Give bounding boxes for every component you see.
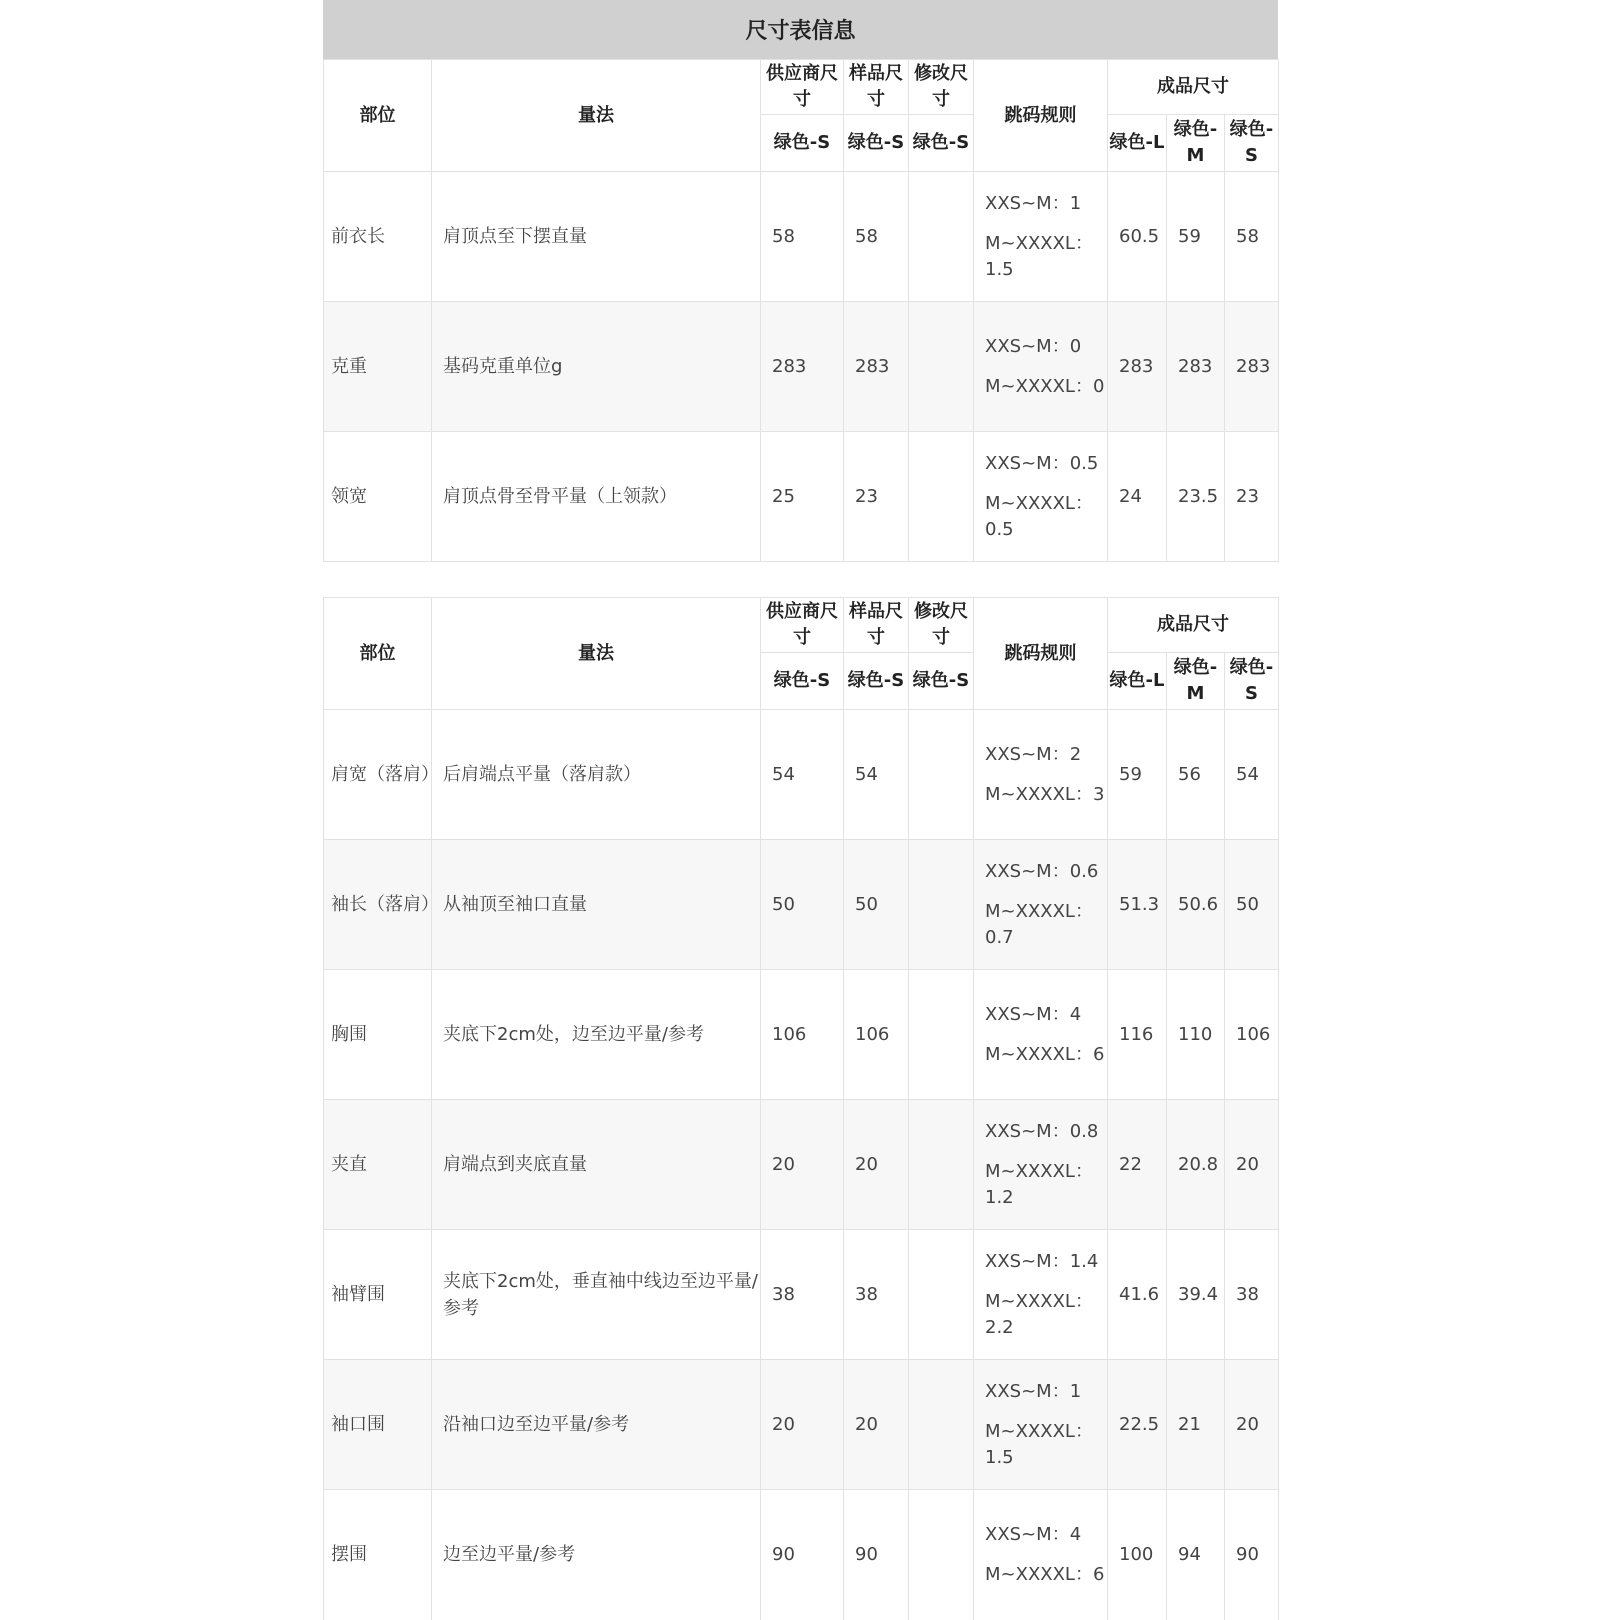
jump-rule-large: M~XXXXL：0 [985, 375, 1105, 397]
cell-jump-rule [974, 432, 1108, 562]
cell-size-l: 24 [1108, 432, 1167, 562]
cell-size-m: 94 [1167, 1490, 1225, 1620]
cell-part: 胸围 [324, 970, 432, 1100]
cell-supplier-size: 54 [761, 710, 844, 840]
cell-method: 边至边平量/参考 [432, 1490, 761, 1620]
cell-part: 肩宽（落肩） [324, 710, 432, 840]
cell-size-l: 60.5 [1108, 172, 1167, 302]
table-row [324, 840, 1279, 970]
cell-size-m: 50.6 [1167, 840, 1225, 970]
cell-size-s: 50 [1225, 840, 1279, 970]
jump-rule-large: M~XXXXL：3 [985, 783, 1105, 805]
cell-size-l: 51.3 [1108, 840, 1167, 970]
cell-supplier-size: 20 [761, 1360, 844, 1490]
jump-rule-small: XXS~M：1 [985, 1380, 1082, 1402]
cell-jump-rule [974, 1490, 1108, 1620]
table-1-header [324, 60, 1279, 172]
header-finished-size: 成品尺寸 [1108, 598, 1279, 653]
cell-part: 夹直 [324, 1100, 432, 1230]
subheader-size-s: 绿色-S [1225, 115, 1279, 172]
cell-size-s: 58 [1225, 172, 1279, 302]
cell-part: 袖臂围 [324, 1230, 432, 1360]
cell-supplier-size: 58 [761, 172, 844, 302]
jump-rule-small: XXS~M：4 [985, 1003, 1082, 1025]
header-method: 量法 [432, 60, 761, 172]
subheader-sample: 绿色-S [844, 115, 909, 172]
cell-size-s: 20 [1225, 1360, 1279, 1490]
table-row [324, 1230, 1279, 1360]
cell-size-s: 106 [1225, 970, 1279, 1100]
cell-size-l: 100 [1108, 1490, 1167, 1620]
cell-jump-rule [974, 302, 1108, 432]
header-part: 部位 [324, 598, 432, 710]
jump-rule-small: XXS~M：0.5 [985, 452, 1099, 474]
cell-jump-rule [974, 1360, 1108, 1490]
cell-jump-rule [974, 1230, 1108, 1360]
cell-modified-size [909, 1490, 974, 1620]
cell-method: 肩顶点至下摆直量 [432, 172, 761, 302]
jump-rule-small: XXS~M：1.4 [985, 1250, 1099, 1272]
table-row [324, 302, 1279, 432]
cell-supplier-size: 90 [761, 1490, 844, 1620]
subheader-size-s: 绿色-S [1225, 653, 1279, 710]
cell-size-l: 116 [1108, 970, 1167, 1100]
header-method: 量法 [432, 598, 761, 710]
cell-method: 肩顶点骨至骨平量（上领款） [432, 432, 761, 562]
subheader-sample: 绿色-S [844, 653, 909, 710]
cell-sample-size: 90 [844, 1490, 909, 1620]
cell-part: 克重 [324, 302, 432, 432]
cell-supplier-size: 38 [761, 1230, 844, 1360]
cell-sample-size: 23 [844, 432, 909, 562]
cell-size-m: 283 [1167, 302, 1225, 432]
cell-modified-size [909, 172, 974, 302]
cell-size-m: 56 [1167, 710, 1225, 840]
cell-method: 从袖顶至袖口直量 [432, 840, 761, 970]
cell-size-s: 38 [1225, 1230, 1279, 1360]
cell-sample-size: 38 [844, 1230, 909, 1360]
jump-rule-small: XXS~M：1 [985, 192, 1082, 214]
jump-rule-small: XXS~M：0.6 [985, 860, 1099, 882]
header-jump-rule: 跳码规则 [974, 60, 1108, 172]
jump-rule-large: M~XXXXL：1.2 [985, 1160, 1093, 1208]
cell-supplier-size: 20 [761, 1100, 844, 1230]
subheader-supplier: 绿色-S [761, 115, 844, 172]
cell-size-l: 22.5 [1108, 1360, 1167, 1490]
subheader-modified: 绿色-S [909, 115, 974, 172]
cell-jump-rule [974, 840, 1108, 970]
cell-size-m: 59 [1167, 172, 1225, 302]
table-row [324, 172, 1279, 302]
subheader-size-l: 绿色-L [1108, 115, 1167, 172]
cell-size-m: 21 [1167, 1360, 1225, 1490]
cell-modified-size [909, 1230, 974, 1360]
cell-jump-rule [974, 710, 1108, 840]
cell-sample-size: 283 [844, 302, 909, 432]
cell-sample-size: 58 [844, 172, 909, 302]
cell-sample-size: 50 [844, 840, 909, 970]
cell-size-m: 39.4 [1167, 1230, 1225, 1360]
header-part: 部位 [324, 60, 432, 172]
jump-rule-large: M~XXXXL：1.5 [985, 232, 1093, 280]
cell-size-l: 59 [1108, 710, 1167, 840]
subheader-size-m: 绿色-M [1167, 115, 1225, 172]
jump-rule-small: XXS~M：0.8 [985, 1120, 1099, 1142]
cell-method: 肩端点到夹底直量 [432, 1100, 761, 1230]
jump-rule-large: M~XXXXL：2.2 [985, 1290, 1093, 1338]
jump-rule-small: XXS~M：4 [985, 1523, 1082, 1545]
subheader-size-m: 绿色-M [1167, 653, 1225, 710]
size-chart [323, 0, 1278, 1620]
cell-jump-rule [974, 172, 1108, 302]
table-row [324, 970, 1279, 1100]
cell-method: 夹底下2cm处，垂直袖中线边至边平量/参考 [432, 1230, 761, 1360]
header-supplier-size: 供应商尺寸 [761, 598, 844, 653]
jump-rule-large: M~XXXXL：1.5 [985, 1420, 1093, 1468]
jump-rule-small: XXS~M：0 [985, 335, 1082, 357]
table-row [324, 1490, 1279, 1620]
cell-modified-size [909, 302, 974, 432]
table-row [324, 1360, 1279, 1490]
cell-modified-size [909, 1360, 974, 1490]
header-modified-size: 修改尺寸 [909, 60, 974, 115]
cell-sample-size: 106 [844, 970, 909, 1100]
jump-rule-large: M~XXXXL：6 [985, 1043, 1105, 1065]
cell-size-m: 23.5 [1167, 432, 1225, 562]
size-table-1 [323, 59, 1279, 562]
cell-part: 袖口围 [324, 1360, 432, 1490]
cell-method: 沿袖口边至边平量/参考 [432, 1360, 761, 1490]
cell-part: 领宽 [324, 432, 432, 562]
cell-jump-rule [974, 1100, 1108, 1230]
cell-modified-size [909, 1100, 974, 1230]
header-sample-size: 样品尺寸 [844, 60, 909, 115]
cell-size-l: 41.6 [1108, 1230, 1167, 1360]
cell-size-m: 20.8 [1167, 1100, 1225, 1230]
cell-size-l: 22 [1108, 1100, 1167, 1230]
cell-part: 袖长（落肩） [324, 840, 432, 970]
size-table-2 [323, 597, 1279, 1620]
cell-size-l: 283 [1108, 302, 1167, 432]
table-row [324, 710, 1279, 840]
jump-rule-large: M~XXXXL：0.7 [985, 900, 1093, 948]
cell-size-s: 23 [1225, 432, 1279, 562]
jump-rule-large: M~XXXXL：6 [985, 1563, 1105, 1585]
cell-method: 后肩端点平量（落肩款） [432, 710, 761, 840]
header-finished-size: 成品尺寸 [1108, 60, 1279, 115]
cell-sample-size: 20 [844, 1100, 909, 1230]
cell-modified-size [909, 710, 974, 840]
subheader-supplier: 绿色-S [761, 653, 844, 710]
jump-rule-large: M~XXXXL：0.5 [985, 492, 1093, 540]
cell-modified-size [909, 970, 974, 1100]
cell-supplier-size: 50 [761, 840, 844, 970]
subheader-modified: 绿色-S [909, 653, 974, 710]
cell-modified-size [909, 432, 974, 562]
table-row [324, 1100, 1279, 1230]
cell-size-m: 110 [1167, 970, 1225, 1100]
cell-method: 夹底下2cm处，边至边平量/参考 [432, 970, 761, 1100]
cell-part: 摆围 [324, 1490, 432, 1620]
cell-sample-size: 20 [844, 1360, 909, 1490]
header-supplier-size: 供应商尺寸 [761, 60, 844, 115]
table-row [324, 432, 1279, 562]
cell-size-s: 283 [1225, 302, 1279, 432]
cell-supplier-size: 106 [761, 970, 844, 1100]
table-2-header [324, 598, 1279, 710]
header-sample-size: 样品尺寸 [844, 598, 909, 653]
cell-part: 前衣长 [324, 172, 432, 302]
cell-method: 基码克重单位g [432, 302, 761, 432]
cell-sample-size: 54 [844, 710, 909, 840]
size-chart-title: 尺寸表信息 [323, 0, 1278, 59]
cell-supplier-size: 25 [761, 432, 844, 562]
cell-modified-size [909, 840, 974, 970]
cell-size-s: 54 [1225, 710, 1279, 840]
cell-size-s: 20 [1225, 1100, 1279, 1230]
cell-jump-rule [974, 970, 1108, 1100]
header-jump-rule: 跳码规则 [974, 598, 1108, 710]
header-modified-size: 修改尺寸 [909, 598, 974, 653]
jump-rule-small: XXS~M：2 [985, 743, 1082, 765]
cell-supplier-size: 283 [761, 302, 844, 432]
cell-size-s: 90 [1225, 1490, 1279, 1620]
subheader-size-l: 绿色-L [1108, 653, 1167, 710]
table-gap [323, 562, 1278, 597]
